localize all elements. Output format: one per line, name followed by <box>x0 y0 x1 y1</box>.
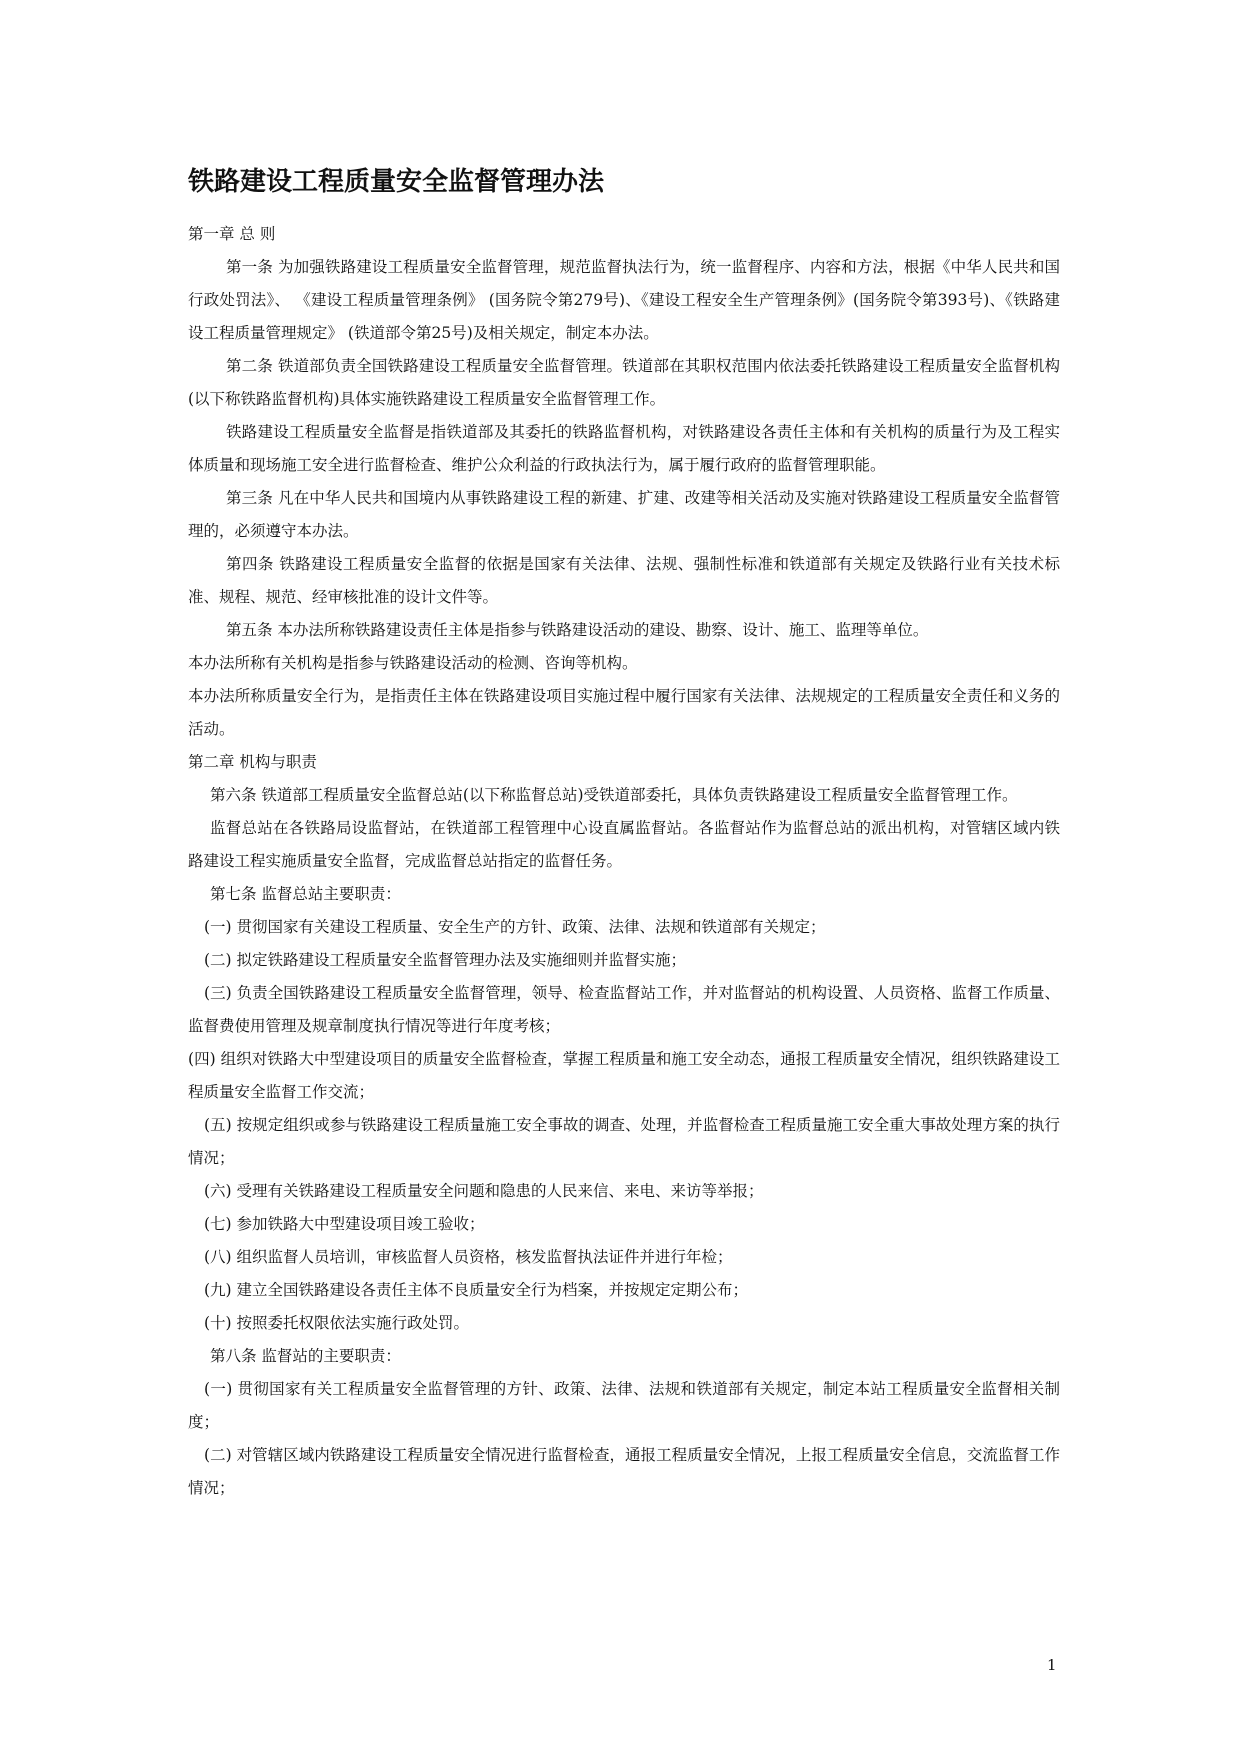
document-body <box>188 218 1060 1505</box>
chapter-heading-1: 第一章 总 则 <box>188 225 276 243</box>
article-1: 第一条 为加强铁路建设工程质量安全监督管理，规范监督执法行为，统一监督程序、内容和方法，根据《中华人民共和国行政处罚法》、 《建设工程质量管理条例》 (国务院令第279号)、《建设工程安全生产管理条例》(国务院令第393号)、《铁路建设工程质量管理规定》 (铁道部令第25号)及相关规定，制定本办法。 <box>188 258 1060 342</box>
document-title: 铁路建设工程质量安全监督管理办法 <box>188 167 605 197</box>
article-4: 第四条 铁路建设工程质量安全监督的依据是国家有关法律、法规、强制性标准和铁道部有关规定及铁路行业有关技术标准、规程、规范、经审核批准的设计文件等。 <box>188 555 1060 606</box>
article-7-item-4: (四) 组织对铁路大中型建设项目的质量安全监督检查，掌握工程质量和施工安全动态，通报工程质量安全情况，组织铁路建设工程质量安全监督工作交流； <box>188 1050 1060 1101</box>
document-page <box>188 0 1060 1754</box>
article-8-item-1: (一) 贯彻国家有关工程质量安全监督管理的方针、政策、法律、法规和铁道部有关规定，制定本站工程质量安全监督相关制度； <box>188 1380 1060 1431</box>
article-6: 第六条 铁道部工程质量安全监督总站(以下称监督总站)受铁道部委托，具体负责铁路建设工程质量安全监督管理工作。 <box>210 786 1018 804</box>
article-2-paragraph-2: 铁路建设工程质量安全监督是指铁道部及其委托的铁路监督机构，对铁路建设各责任主体和有关机构的质量行为及工程实体质量和现场施工安全进行监督检查、维护公众利益的行政执法行为，属于履行政府的监督管理职能。 <box>188 423 1060 474</box>
article-7-item-1: (一) 贯彻国家有关建设工程质量、安全生产的方针、政策、法律、法规和铁道部有关规定； <box>204 918 826 936</box>
article-7-item-8: (八) 组织监督人员培训，审核监督人员资格，核发监督执法证件并进行年检； <box>204 1248 733 1266</box>
article-5-paragraph-2: 本办法所称有关机构是指参与铁路建设活动的检测、咨询等机构。 <box>188 654 638 672</box>
article-7-item-2: (二) 拟定铁路建设工程质量安全监督管理办法及实施细则并监督实施； <box>204 951 687 969</box>
page-number: 1 <box>1047 1656 1057 1674</box>
article-3: 第三条 凡在中华人民共和国境内从事铁路建设工程的新建、扩建、改建等相关活动及实施对铁路建设工程质量安全监督管理的，必须遵守本办法。 <box>188 489 1060 540</box>
article-8-item-2: (二) 对管辖区域内铁路建设工程质量安全情况进行监督检查，通报工程质量安全情况，上报工程质量安全信息，交流监督工作情况； <box>188 1446 1060 1497</box>
article-7-item-5: (五) 按规定组织或参与铁路建设工程质量施工安全事故的调查、处理，并监督检查工程质量施工安全重大事故处理方案的执行情况； <box>188 1116 1060 1167</box>
chapter-heading-2: 第二章 机构与职责 <box>188 753 317 771</box>
article-7-item-3: (三) 负责全国铁路建设工程质量安全监督管理，领导、检查监督站工作，并对监督站的机构设置、人员资格、监督工作质量、监督费使用管理及规章制度执行情况等进行年度考核； <box>188 984 1060 1035</box>
article-6-paragraph-2: 监督总站在各铁路局设监督站，在铁道部工程管理中心设直属监督站。各监督站作为监督总站的派出机构，对管辖区域内铁路建设工程实施质量安全监督，完成监督总站指定的监督任务。 <box>188 819 1060 870</box>
article-8: 第八条 监督站的主要职责： <box>210 1347 401 1365</box>
article-2: 第二条 铁道部负责全国铁路建设工程质量安全监督管理。铁道部在其职权范围内依法委托铁路建设工程质量安全监督机构(以下称铁路监督机构)具体实施铁路建设工程质量安全监督管理工作。 <box>188 357 1060 408</box>
article-7-item-9: (九) 建立全国铁路建设各责任主体不良质量安全行为档案，并按规定定期公布； <box>204 1281 749 1299</box>
article-7-item-6: (六) 受理有关铁路建设工程质量安全问题和隐患的人民来信、来电、来访等举报； <box>204 1182 764 1200</box>
article-5-paragraph-3: 本办法所称质量安全行为，是指责任主体在铁路建设项目实施过程中履行国家有关法律、法规规定的工程质量安全责任和义务的活动。 <box>188 687 1060 738</box>
article-7: 第七条 监督总站主要职责： <box>210 885 401 903</box>
article-7-item-10: (十) 按照委托权限依法实施行政处罚。 <box>204 1314 470 1332</box>
article-7-item-7: (七) 参加铁路大中型建设项目竣工验收； <box>204 1215 485 1233</box>
article-5: 第五条 本办法所称铁路建设责任主体是指参与铁路建设活动的建设、勘察、设计、施工、监理等单位。 <box>226 621 929 639</box>
